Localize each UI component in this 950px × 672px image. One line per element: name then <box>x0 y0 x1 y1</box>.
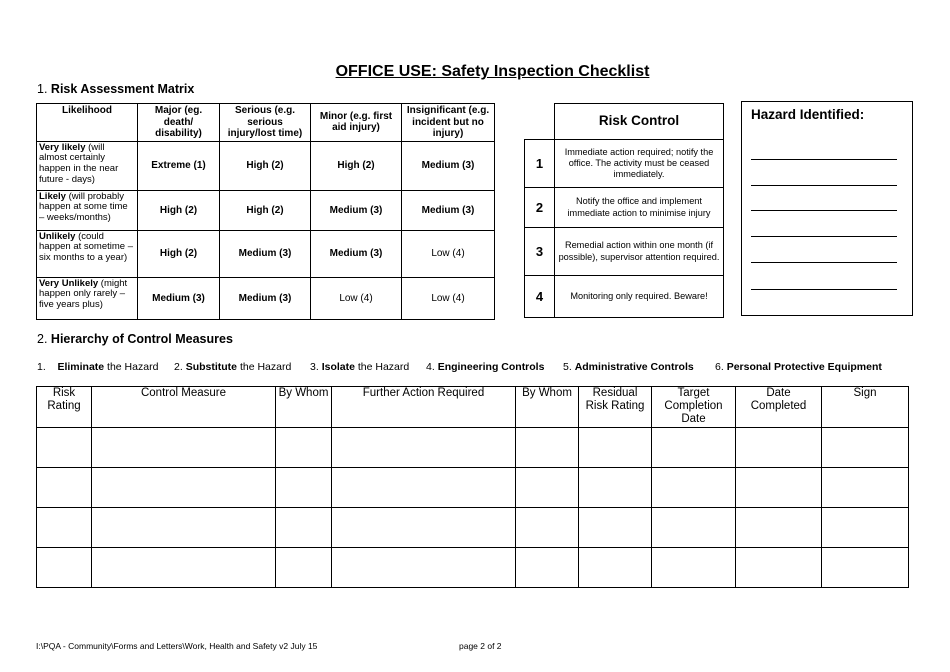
matrix-cell: Extreme (1) <box>138 141 220 190</box>
table-cell[interactable] <box>92 507 276 547</box>
table-row <box>37 547 909 587</box>
hazard-write-line[interactable] <box>751 159 897 160</box>
measure-bold: Engineering Controls <box>437 361 545 373</box>
risk-control-corner <box>525 104 555 140</box>
risk-control-row <box>525 188 724 228</box>
measure-rest: the Hazard <box>354 361 410 373</box>
measure-bold: Isolate <box>321 361 355 373</box>
measure-item <box>563 361 694 373</box>
matrix-cell: Medium (3) <box>220 277 311 319</box>
likelihood-desc: (could happen at sometime – six months to a year) <box>39 230 134 264</box>
likelihood-bold: Very Unlikely <box>39 277 99 289</box>
risk-level-number: 2 <box>525 188 555 228</box>
hazard-write-line[interactable] <box>751 289 897 290</box>
table-cell[interactable] <box>822 547 909 587</box>
table-cell[interactable] <box>579 467 652 507</box>
measure-number: 1. <box>37 361 46 373</box>
matrix-header: Major (eg. death/ disability) <box>138 104 220 142</box>
matrix-cell: Medium (3) <box>138 277 220 319</box>
likelihood-desc: (will probably happen at some time – weeks/months) <box>39 190 128 224</box>
table-cell[interactable] <box>332 467 516 507</box>
risk-control-row <box>525 276 724 318</box>
table-cell[interactable] <box>652 507 736 547</box>
measure-bold: Substitute <box>185 361 238 373</box>
table-cell[interactable] <box>736 427 822 467</box>
measure-item <box>715 361 882 373</box>
likelihood-cell <box>37 230 138 277</box>
control-header: By Whom <box>276 387 332 428</box>
likelihood-cell <box>37 190 138 230</box>
section-2-number: 2. <box>37 332 48 346</box>
section-2-label: Hierarchy of Control Measures <box>50 332 233 346</box>
table-cell[interactable] <box>37 547 92 587</box>
risk-control-table <box>524 103 724 318</box>
control-header: Further Action Required <box>332 387 516 428</box>
matrix-cell: Low (4) <box>402 277 495 319</box>
likelihood-desc: (might happen only rarely – five years plus) <box>39 277 128 311</box>
control-header: By Whom <box>516 387 579 428</box>
matrix-row <box>37 141 495 190</box>
table-cell[interactable] <box>276 467 332 507</box>
table-cell[interactable] <box>579 427 652 467</box>
matrix-cell: Medium (3) <box>220 230 311 277</box>
table-cell[interactable] <box>822 427 909 467</box>
matrix-cell: Low (4) <box>311 277 402 319</box>
matrix-header: Serious (e.g. serious injury/lost time) <box>220 104 311 142</box>
matrix-cell: Medium (3) <box>402 141 495 190</box>
table-cell[interactable] <box>652 547 736 587</box>
matrix-row <box>37 277 495 319</box>
matrix-row <box>37 230 495 277</box>
table-cell[interactable] <box>37 427 92 467</box>
control-header: Target Completion Date <box>652 387 736 428</box>
measure-number: 3. <box>310 361 319 373</box>
likelihood-desc: (will almost certainly happen in the near future - days) <box>39 141 119 186</box>
risk-level-number: 4 <box>525 276 555 318</box>
control-header: Risk Rating <box>37 387 92 428</box>
footer-file-path: I:\PQA - Community\Forms and Letters\Work, Health and Safety v2 July 15 <box>36 641 318 651</box>
table-cell[interactable] <box>736 547 822 587</box>
table-cell[interactable] <box>579 507 652 547</box>
risk-control-text: Monitoring only required. Beware! <box>555 276 724 318</box>
hazard-identified-box <box>741 101 913 316</box>
risk-level-number: 3 <box>525 228 555 276</box>
hazard-write-line[interactable] <box>751 185 897 186</box>
hazard-write-line[interactable] <box>751 262 897 263</box>
hazard-write-line[interactable] <box>751 210 897 211</box>
table-cell[interactable] <box>736 507 822 547</box>
table-cell[interactable] <box>276 427 332 467</box>
matrix-header: Insignificant (e.g. incident but no injury) <box>402 104 495 142</box>
risk-level-number: 1 <box>525 140 555 188</box>
page-title: OFFICE USE: Safety Inspection Checklist <box>335 63 650 80</box>
footer-page-number: page 2 of 2 <box>459 641 502 651</box>
table-cell[interactable] <box>516 427 579 467</box>
section-1-label: Risk Assessment Matrix <box>50 82 195 96</box>
table-cell[interactable] <box>516 507 579 547</box>
section-2-heading <box>37 332 233 346</box>
likelihood-bold: Unlikely <box>39 230 76 242</box>
table-cell[interactable] <box>516 467 579 507</box>
measure-number: 6. <box>715 361 724 373</box>
hazard-write-line[interactable] <box>751 236 897 237</box>
section-1-number: 1. <box>37 82 48 96</box>
matrix-cell: High (2) <box>138 190 220 230</box>
table-cell[interactable] <box>652 427 736 467</box>
risk-control-header: Risk Control <box>555 104 724 140</box>
table-cell[interactable] <box>652 467 736 507</box>
matrix-cell: High (2) <box>220 141 311 190</box>
table-row <box>37 467 909 507</box>
table-cell[interactable] <box>579 547 652 587</box>
table-cell[interactable] <box>822 507 909 547</box>
measure-item <box>174 361 291 373</box>
measure-bold: Administrative Controls <box>574 361 694 373</box>
measure-bold: Personal Protective Equipment <box>726 361 882 373</box>
likelihood-cell <box>37 277 138 319</box>
matrix-cell: Low (4) <box>402 230 495 277</box>
table-cell[interactable] <box>332 507 516 547</box>
matrix-header: Likelihood <box>37 104 138 142</box>
likelihood-bold: Very likely <box>39 141 86 153</box>
table-cell[interactable] <box>736 467 822 507</box>
table-cell[interactable] <box>92 547 276 587</box>
hazard-title: Hazard Identified: <box>751 107 865 122</box>
measure-number: 2. <box>174 361 183 373</box>
measure-rest: the Hazard <box>104 361 159 373</box>
control-header: Control Measure <box>92 387 276 428</box>
risk-control-text: Immediate action required; notify the office. The activity must be ceased immediately. <box>555 140 724 188</box>
control-header: Date Completed <box>736 387 822 428</box>
control-measures-table <box>36 386 909 588</box>
matrix-cell: High (2) <box>138 230 220 277</box>
control-header: Residual Risk Rating <box>579 387 652 428</box>
risk-control-text: Remedial action within one month (if possible), supervisor attention required. <box>555 228 724 276</box>
section-1-heading <box>37 82 194 96</box>
table-row <box>37 427 909 467</box>
table-cell[interactable] <box>37 507 92 547</box>
table-cell[interactable] <box>822 467 909 507</box>
likelihood-cell <box>37 141 138 190</box>
table-row <box>37 507 909 547</box>
control-header: Sign <box>822 387 909 428</box>
table-cell[interactable] <box>332 427 516 467</box>
matrix-cell: Medium (3) <box>402 190 495 230</box>
table-cell[interactable] <box>332 547 516 587</box>
table-cell[interactable] <box>92 427 276 467</box>
measure-number: 5. <box>563 361 572 373</box>
matrix-row <box>37 190 495 230</box>
table-cell[interactable] <box>276 547 332 587</box>
risk-assessment-matrix <box>36 103 495 320</box>
table-cell[interactable] <box>276 507 332 547</box>
matrix-cell: Medium (3) <box>311 230 402 277</box>
measure-number: 4. <box>426 361 435 373</box>
likelihood-bold: Likely <box>39 190 66 202</box>
measure-rest: the Hazard <box>237 361 292 373</box>
matrix-cell: High (2) <box>220 190 311 230</box>
risk-control-row <box>525 228 724 276</box>
matrix-cell: Medium (3) <box>311 190 402 230</box>
measure-item <box>37 361 158 373</box>
measure-item <box>310 361 409 373</box>
measure-item <box>426 361 544 373</box>
risk-control-text: Notify the office and implement immediate action to minimise injury <box>555 188 724 228</box>
table-cell[interactable] <box>516 547 579 587</box>
measure-bold: Eliminate <box>57 361 105 373</box>
matrix-cell: High (2) <box>311 141 402 190</box>
risk-control-row <box>525 140 724 188</box>
table-cell[interactable] <box>37 467 92 507</box>
matrix-header: Minor (e.g. first aid injury) <box>311 104 402 142</box>
table-cell[interactable] <box>92 467 276 507</box>
